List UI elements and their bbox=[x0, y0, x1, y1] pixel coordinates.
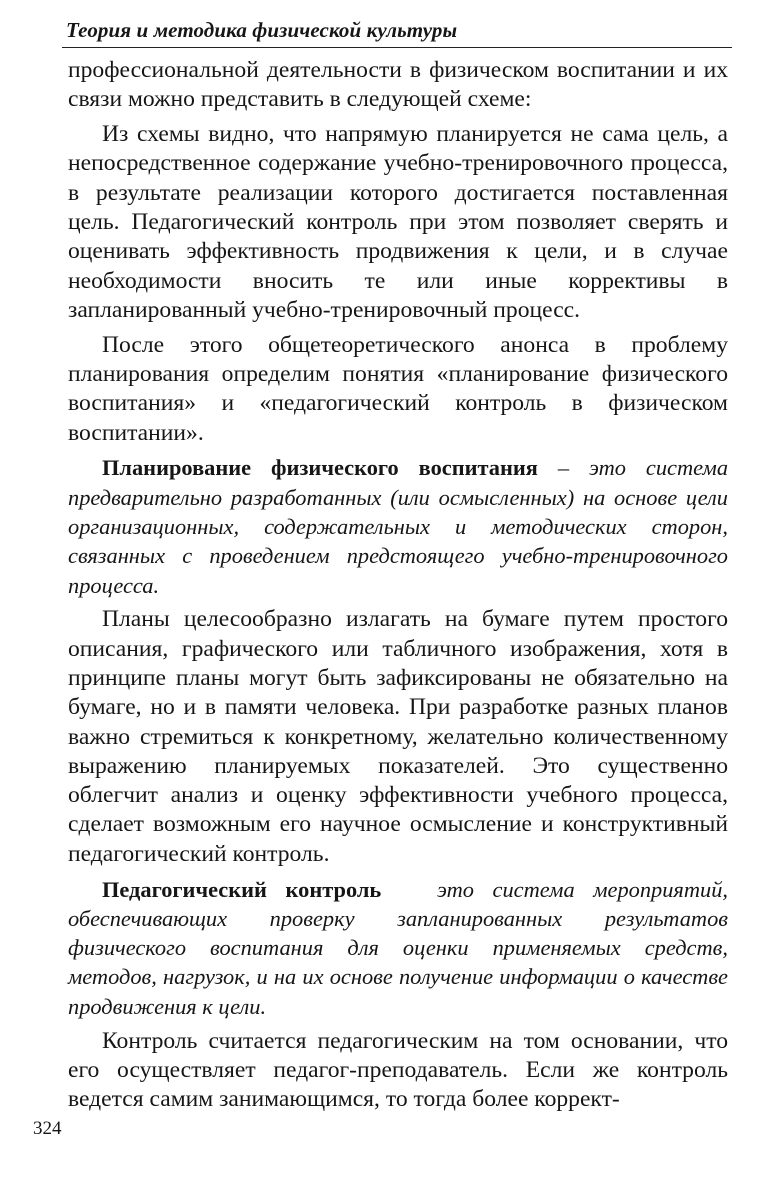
definition-term-control: Педагогический контроль bbox=[102, 876, 382, 902]
definition-term-planning: Планирование физического воспитания bbox=[102, 455, 538, 481]
definition-dash: – bbox=[537, 455, 590, 481]
definition-text-planning: это система предварительно разработанных (или осмысленных) на основе цели организационных, содержательных и методических сторон, связанных с проведением предстоящего учебно-тренировочного процесса. bbox=[68, 455, 729, 598]
body-text bbox=[68, 56, 728, 1114]
paragraph-scheme-explanation: Из схемы видно, что напрямую планируется не сама цель, а непосредственное содержание учебно-тренировочного процесса, в результате реализации которого достигается поставленная цель. Педагогический контроль при этом позволяет сверять и оценивать эффективность продвижения к цели, и в случае необходимости вносить те или иные коррективы в запланированный учебно-тренировочный процесс. bbox=[68, 121, 728, 323]
paragraph-plans: Планы целесообразно излагать на бумаге путем простого описания, графического или табличного изображения, хотя в принципе планы могут быть зафиксированы не обязательно на бумаге, но и в памяти человека. При разработке разных планов важно стремиться к конкретному, желательно количественному выражению планируемых показателей. Это существенно облегчит анализ и оценку эффективности учебного процесса, сделает возможным его научное осмысление и конструктивный педагогический контроль. bbox=[68, 606, 728, 867]
definition-text-control: это система мероприятий, обеспечивающих проверку запланированных результатов физического воспитания для оценки применяемых средств, методов, нагрузок, и на их основе получение информации о качестве продвижения к цели. bbox=[68, 876, 729, 1019]
header-rule bbox=[62, 47, 732, 48]
running-title: Теория и методика физической культуры bbox=[66, 18, 458, 42]
paragraph-control: Контроль считается педагогическим на том основании, что его осуществляет педагог-преподаватель. Если же контроль ведется самим занимающимся, то тогда более коррект- bbox=[68, 1027, 728, 1113]
definition-separator bbox=[381, 877, 437, 902]
paragraph-concepts-intro: После этого общетеоретического анонса в проблему планирования определим понятия «планирование физического воспитания» и «педагогический контроль в физическом воспитании». bbox=[68, 331, 728, 446]
page-number: 324 bbox=[33, 1118, 62, 1139]
paragraph-continuation: профессиональной деятельности в физическом воспитании и их связи можно представить в следующей схеме: bbox=[68, 57, 728, 113]
definition-control bbox=[68, 875, 728, 1021]
definition-planning bbox=[68, 453, 728, 599]
